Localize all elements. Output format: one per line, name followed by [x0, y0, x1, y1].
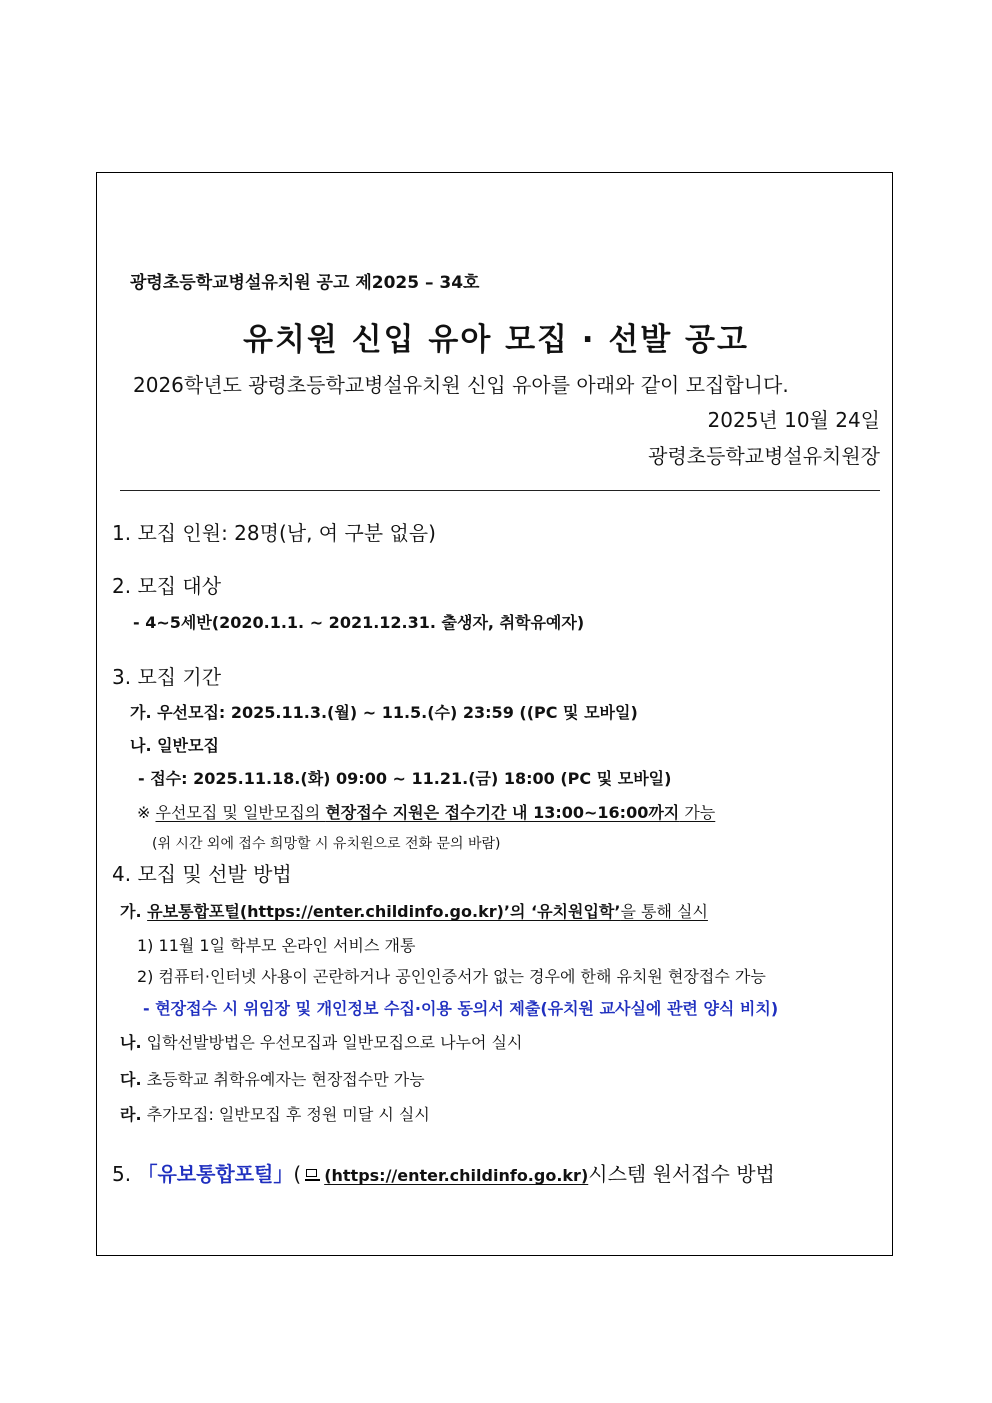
section4-c: [120, 1067, 425, 1090]
computer-icon: [305, 1169, 320, 1182]
section5-post: 시스템 원서접수 방법: [588, 1162, 775, 1186]
notice-number: 광령초등학교병설유치원 공고 제2025 – 34호: [130, 273, 480, 293]
note-post: 가능: [679, 803, 716, 822]
section4-c-text: 초등학교 취학유예자는 현장접수만 가능: [141, 1070, 425, 1089]
section2-item: - 4~5세반(2020.1.1. ~ 2021.12.31. 출생자, 취학유예자): [133, 613, 585, 632]
notice-date: 2025년 10월 24일: [707, 408, 880, 432]
section4-b: [120, 1030, 522, 1053]
section4-a-label: 가.: [120, 902, 148, 921]
issuer-name: 광령초등학교병설유치원장: [648, 444, 880, 468]
note-pre: 우선모집 및 일반모집의: [155, 803, 326, 822]
note-bold: 현장접수 지원은 접수기간 내 13:00~16:00까지: [325, 803, 680, 822]
section5-portal: 「유보통합포털」: [137, 1162, 294, 1186]
note-mark: ※: [137, 803, 151, 822]
section3-heading: 3. 모집 기간: [112, 665, 222, 689]
section4-d-label: 라.: [120, 1105, 142, 1124]
section4-a: [120, 899, 708, 922]
note-underlined: [156, 803, 716, 822]
section3-priority: 가. 우선모집: 2025.11.3.(월) ~ 11.5.(수) 23:59 ((PC 및 모바일): [130, 703, 638, 722]
section4-a2-note: - 현장접수 시 위임장 및 개인정보 수집·이용 동의서 제출(유치원 교사실에 관련 양식 비치): [143, 999, 779, 1018]
section1-heading: 1. 모집 인원: 28명(남, 여 구분 없음): [112, 521, 436, 545]
section3-general-item: - 접수: 2025.11.18.(화) 09:00 ~ 11.21.(금) 18:00 (PC 및 모바일): [138, 769, 672, 788]
section5-url: (https://enter.childinfo.go.kr): [324, 1166, 589, 1185]
section4-a-underlined: [147, 902, 708, 921]
section4-b-label: 나.: [120, 1033, 142, 1052]
section4-a-bold: 유보통합포털(https://enter.childinfo.go.kr)’의 ‘유치원입학’: [147, 902, 621, 921]
section4-c-label: 다.: [120, 1070, 142, 1089]
section4-a-post: 을 통해 실시: [620, 902, 708, 921]
section4-b-text: 입학선발방법은 우선모집과 일반모집으로 나누어 실시: [141, 1033, 523, 1052]
section5-paren-open: (: [293, 1162, 302, 1186]
divider: [120, 490, 880, 491]
section4-d-text: 추가모집: 일반모집 후 정원 미달 시 실시: [141, 1105, 430, 1124]
section4-d: [120, 1102, 430, 1125]
intro-text: 2026학년도 광령초등학교병설유치원 신입 유아를 아래와 같이 모집합니다.: [133, 373, 789, 397]
section5-heading: [112, 1158, 775, 1187]
section3-note-paren: (위 시간 외에 접수 희망할 시 유치원으로 전화 문의 바람): [152, 836, 501, 852]
section4-a2: 2) 컴퓨터·인터넷 사용이 곤란하거나 공인인증서가 없는 경우에 한해 유치원 현장접수 가능: [137, 967, 766, 986]
section5-num: 5.: [112, 1162, 132, 1186]
section4-a1: 1) 11월 1일 학부모 온라인 서비스 개통: [137, 936, 416, 955]
section3-general: 나. 일반모집: [130, 736, 219, 755]
section2-heading: 2. 모집 대상: [112, 574, 222, 598]
page-title: 유치원 신입 유아 모집 · 선발 공고: [243, 322, 749, 358]
section3-note: [137, 800, 715, 823]
section4-heading: 4. 모집 및 선발 방법: [112, 862, 292, 886]
